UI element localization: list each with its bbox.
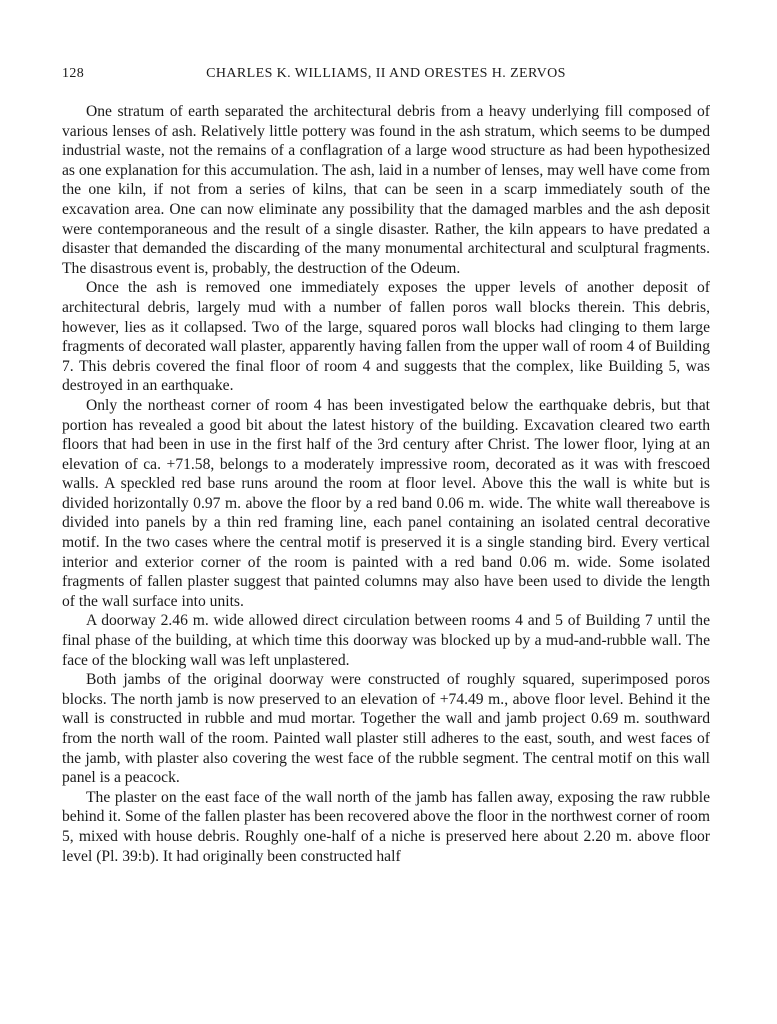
running-head: CHARLES K. WILLIAMS, II AND ORESTES H. ZERVOS — [206, 66, 566, 81]
paragraph-jambs: Both jambs of the original doorway were constructed of roughly squared, superimposed poros blocks. The north jamb is now preserved to an elevation of +74.49 m., above floor level. Behind it the wall is constructed in rubble and mud mortar. Together the wall and jamb project 0.69 m. southward from the north wall of the room. Painted wall plaster still adheres to the east, south, and west faces of the jamb, with plaster also covering the west face of the rubble segment. The central motif on this wall panel is a peacock. — [62, 671, 710, 787]
paragraph-architectural-debris: Once the ash is removed one immediately exposes the upper levels of another deposit of architectural debris, largely mud with a number of fallen poros wall blocks therein. This debris, however, lies as it collapsed. Two of the large, squared poros wall blocks had clinging to them large fragments of decorated wall plaster, apparently having fallen from the upper wall of room 4 of Building 7. This debris covered the final floor of room 4 and suggests that the complex, like Building 5, was destroyed in an earthquake. — [62, 279, 710, 395]
paragraph-room-4-floors: Only the northeast corner of room 4 has been investigated below the earthquake debris, but that portion has revealed a good bit about the latest history of the building. Excavation cleared two earth floors that had been in use in the first half of the 3rd century after Christ. The lower floor, lying at an elevation of ca. +71.58, belongs to a moderately impressive room, decorated as it was with frescoed walls. A speckled red base runs around the room at floor level. Above this the wall is white but is divided horizontally 0.97 m. above the floor by a red band 0.06 m. wide. The white wall thereabove is divided into panels by a thin red framing line, each panel containing an isolated central decorative motif. In the two cases where the central motif is preserved it is a single standing bird. Every vertical interior and exterior corner of the room is painted with a red band 0.06 m. wide. Some isolated fragments of fallen plaster suggest that painted columns may also have been used to divide the length of the wall surface into units. — [62, 396, 710, 610]
page — [62, 66, 710, 866]
paragraph-ash-stratum: One stratum of earth separated the architectural debris from a heavy underlying fill composed of various lenses of ash. Relatively little pottery was found in the ash stratum, which seems to be dumped industrial waste, not the remains of a conflagration of a large wood structure as had been hypothesized as one explanation for this accumulation. The ash, laid in a number of lenses, may well have come from the one kiln, if not from a series of kilns, that can be seen in a scarp immediately south of the excavation area. One can now eliminate any possibility that the damaged marbles and the ash deposit were contemporaneous and the result of a single disaster. Rather, the kiln appears to have predated a disaster that demanded the discarding of the many monumental architectural and sculptural fragments. The disastrous event is, probably, the destruction of the Odeum. — [62, 103, 710, 277]
paragraph-fallen-plaster: The plaster on the east face of the wall north of the jamb has fallen away, exposing the raw rubble behind it. Some of the fallen plaster has been recovered above the floor in the northwest corner of room 5, mixed with house debris. Roughly one-half of a niche is preserved here about 2.20 m. above floor level (Pl. 39:b). It had originally been constructed half — [62, 788, 710, 865]
paragraph-doorway: A doorway 2.46 m. wide allowed direct circulation between rooms 4 and 5 of Building 7 until the final phase of the building, at which time this doorway was blocked up by a mud-and-rubble wall. The face of the blocking wall was left unplastered. — [62, 612, 710, 669]
page-header — [62, 66, 710, 88]
page-number: 128 — [62, 66, 85, 81]
